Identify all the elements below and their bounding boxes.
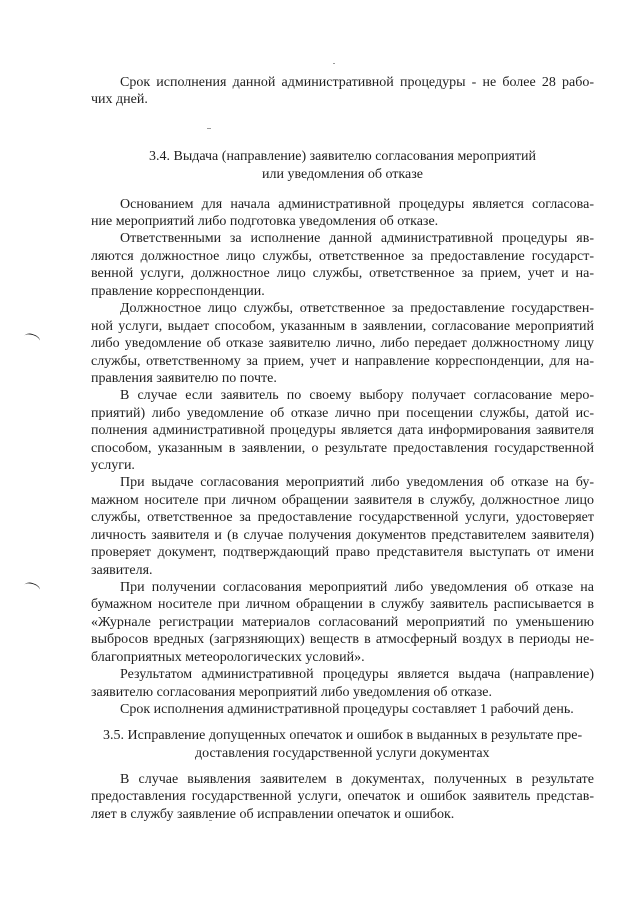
body-text-line: правления заявителю по почте.: [91, 371, 277, 386]
body-text-line: ляются должностное лицо службы, ответственное за предоставление государст-: [91, 249, 594, 264]
body-text-line: В случае выявления заявителем в документах, полученных в результате: [120, 772, 594, 787]
body-text-line: либо уведомление об отказе заявителю лично, либо передает должностному лицу: [91, 336, 594, 351]
body-text-line: чих дней.: [91, 92, 148, 107]
body-text-line: правление корреспонденции.: [91, 284, 265, 299]
section-heading-line: или уведомления об отказе: [262, 167, 423, 182]
body-text-line: предоставления государственной услуги, опечаток и ошибок заявитель представ-: [91, 789, 594, 804]
body-text-line: При выдаче согласования мероприятий либо уведомления об отказе на бу-: [120, 475, 594, 490]
body-text-line: Результатом административной процедуры является выдача (направление): [120, 667, 594, 682]
body-text-line: выбросов вредных (загрязняющих) веществ в атмосферный воздух в периоды не-: [91, 632, 594, 647]
body-text-line: ние мероприятий либо подготовка уведомления об отказе.: [91, 214, 439, 229]
body-text-line: Ответственными за исполнение данной административной процедуры яв-: [120, 231, 594, 246]
body-text-line: службы, ответственному за прием, учет и направление корреспонденции, для на-: [91, 354, 594, 369]
scan-speck: [207, 128, 211, 129]
section-heading-line: доставления государственной услуги документах: [195, 746, 490, 761]
scan-speck: [333, 63, 335, 64]
body-text-line: мажном носителе при личном обращении заявителя в службу, должностное лицо: [91, 493, 594, 508]
body-text-line: услуги.: [91, 458, 135, 473]
body-text-line: «Журнале регистрации материалов согласований мероприятий по уменьшению: [91, 615, 594, 630]
body-text-line: В случае если заявитель по своему выбору получает согласование меро-: [120, 388, 594, 403]
body-text-line: Основанием для начала административной процедуры является согласова-: [120, 197, 594, 212]
section-heading-line: 3.4. Выдача (направление) заявителю согласования мероприятий: [149, 149, 537, 164]
body-text-line: службы, ответственное за предоставление государственной услуги, удостоверяет: [91, 510, 594, 525]
body-text-line: Срок исполнения административной процедуры составляет 1 рабочий день.: [120, 702, 574, 717]
body-text-line: приятий) либо уведомление об отказе лично при посещении службы, датой ис-: [91, 406, 594, 421]
binder-hole-mark-upper: [23, 332, 41, 346]
body-text-line: заявителю согласования мероприятий либо уведомления об отказе.: [91, 685, 492, 700]
body-text-line: бумажном носителе при личном обращении в службу заявитель расписывается в: [91, 597, 594, 612]
body-text-line: Должностное лицо службы, ответственное за предоставление государствен-: [120, 301, 594, 316]
binder-hole-mark-lower: [23, 581, 41, 595]
body-text-line: проверяет документ, подтверждающий право представителя выступать от имени: [91, 545, 594, 560]
section-heading-line: 3.5. Исправление допущенных опечаток и ошибок в выданных в результате пре-: [103, 728, 583, 743]
body-text-line: заявителя.: [91, 563, 153, 578]
body-text-line: способом, указанным в заявлении, о результате предоставления государственной: [91, 441, 594, 456]
body-text-line: личность заявителя и (в случае получения документов представителем заявителя): [91, 528, 594, 543]
body-text-line: венной услуги, должностное лицо службы, ответственное за прием, учет и на-: [91, 266, 594, 281]
body-text-line: полнения административной процедуры является дата информирования заявителя: [91, 423, 594, 438]
body-text-line: ляет в службу заявление об исправлении опечаток и ошибок.: [91, 807, 455, 822]
body-text-line: благоприятных метеорологических условий».: [91, 650, 365, 665]
body-text-line: При получении согласования мероприятий либо уведомления об отказе на: [120, 580, 594, 595]
body-text-line: ной услуги, выдает способом, указанным в заявлении, согласование мероприятий: [91, 319, 594, 334]
body-text-line: Срок исполнения данной административной процедуры - не более 28 рабо-: [120, 75, 594, 90]
